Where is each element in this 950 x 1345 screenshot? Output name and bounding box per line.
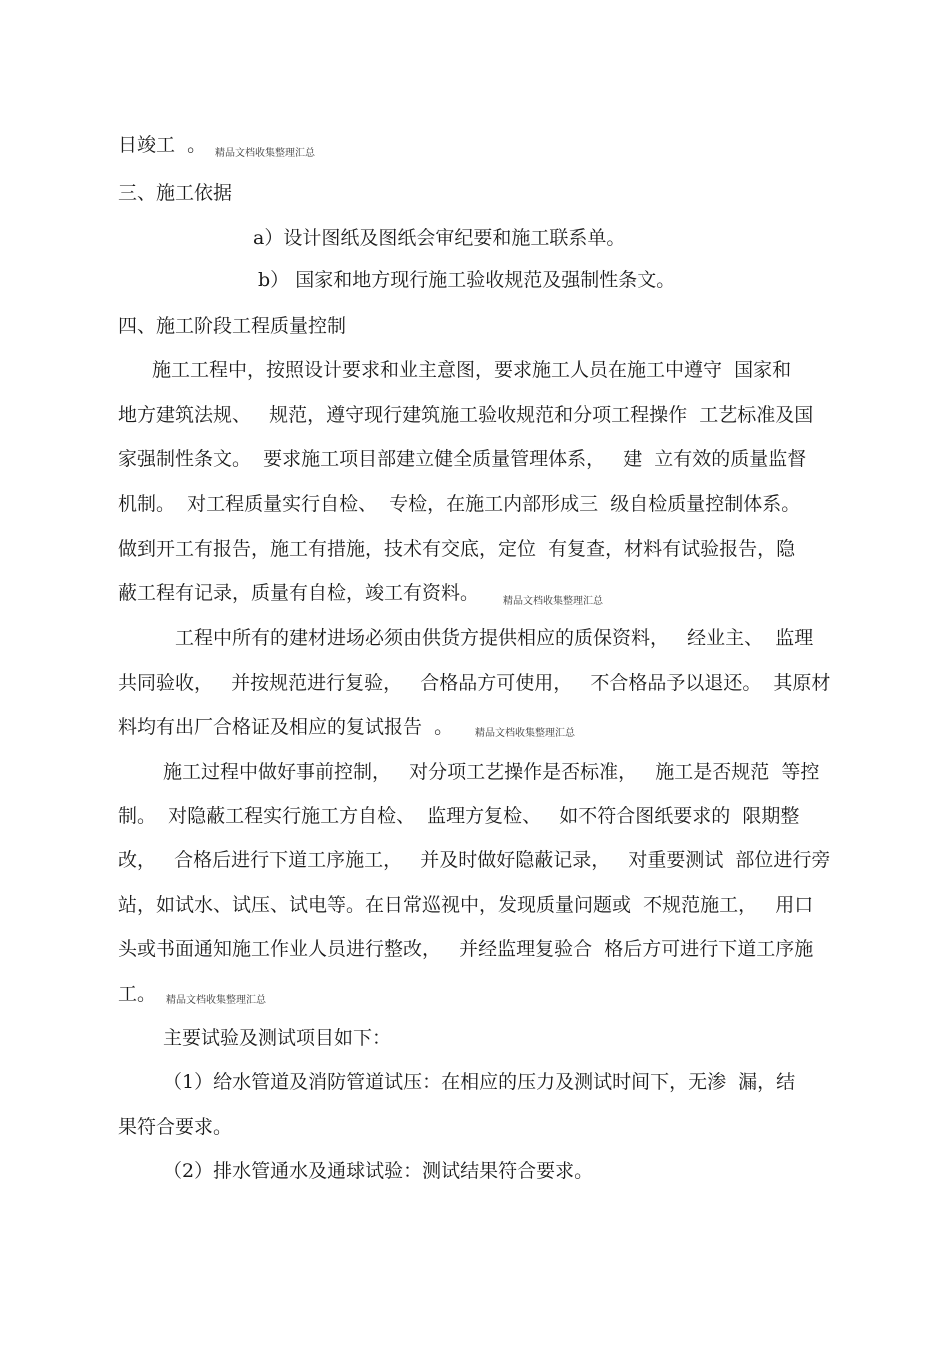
text-line: 改， 合格后进行下道工序施工， 并及时做好隐蔽记录， 对重要测试 部位进行旁 [118, 849, 831, 871]
test-item-1: （1）给水管道及消防管道试压：在相应的压力及测试时间下，无渗 漏，结 [163, 1071, 796, 1093]
watermark-note: 精品文档收集整理汇总 [503, 596, 603, 607]
text-line: 制。 对隐蔽工程实行施工方自检、 监理方复检、 如不符合图纸要求的 限期整 [118, 805, 800, 827]
list-item-b: b） 国家和地方现行施工验收规范及强制性条文。 [258, 269, 676, 291]
text-line: 家强制性条文。 要求施工项目部建立健全质量管理体系， 建 立有效的质量监督 [118, 448, 807, 470]
text-line: 果符合要求。 [118, 1116, 233, 1138]
watermark-note: 精品文档收集整理汇总 [475, 728, 575, 739]
section-heading-4: 四、施工阶段工程质量控制 [118, 315, 347, 337]
text-line: 施工工程中，按照设计要求和业主意图，要求施工人员在施工中遵守 国家和 [152, 359, 792, 381]
text-line: 站，如试水、试压、试电等。在日常巡视中，发现质量问题或 不规范施工， 用口 [118, 894, 814, 916]
test-item-2: （2）排水管通水及通球试验：测试结果符合要求。 [163, 1160, 594, 1182]
text-line: 机制。 对工程质量实行自检、 专检，在施工内部形成三 级自检质量控制体系。 [118, 493, 801, 515]
text-line: 做到开工有报告，施工有措施，技术有交底，定位 有复查，材料有试验报告，隐 [118, 538, 796, 560]
text-line: 头或书面通知施工作业人员进行整改， 并经监理复验合 格后方可进行下道工序施 [118, 938, 814, 960]
text-line: 蔽工程有记录，质量有自检，竣工有资料。 [118, 582, 480, 604]
text-line: 主要试验及测试项目如下： [163, 1027, 392, 1049]
text-line: 日竣工 。 [118, 134, 207, 156]
watermark-note: 精品文档收集整理汇总 [166, 995, 266, 1006]
text-line: 施工过程中做好事前控制， 对分项工艺操作是否标准， 施工是否规范 等控 [163, 761, 820, 783]
watermark-note: 精品文档收集整理汇总 [215, 148, 315, 159]
section-heading-3: 三、施工依据 [118, 182, 233, 204]
list-item-a: a）设计图纸及图纸会审纪要和施工联系单。 [253, 227, 626, 249]
text-line: 工程中所有的建材进场必须由供货方提供相应的质保资料， 经业主、 监理 [175, 627, 814, 649]
text-line: 共同验收， 并按规范进行复验， 合格品方可使用， 不合格品予以退还。 其原材 [118, 672, 831, 694]
text-line: 工。 [118, 983, 157, 1005]
text-line: 地方建筑法规、 规范，遵守现行建筑施工验收规范和分项工程操作 工艺标准及国 [118, 404, 814, 426]
text-line: 料均有出厂合格证及相应的复试报告 。 [118, 716, 454, 738]
